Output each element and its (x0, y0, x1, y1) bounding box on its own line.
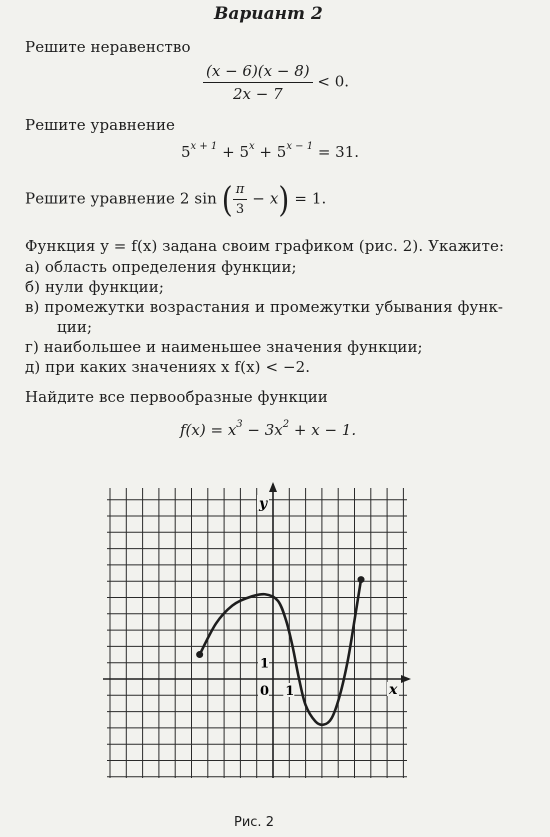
task1-inequality (203, 62, 349, 103)
task2-rhs: = 31. (317, 143, 360, 161)
task4-intro: Функция y = f(x) задана своим графиком (рис. 2). Укажите: (25, 237, 505, 255)
task4-item-g: г) наибольшее и наименьшее значения функции; (25, 338, 423, 356)
formula-rest: + x − 1. (289, 421, 357, 439)
formula-exp1: 3 (236, 419, 243, 430)
plus-sign: + (222, 143, 235, 161)
task4-item-b: б) нули функции; (25, 278, 165, 296)
task3-rhs: = 1. (294, 189, 327, 208)
task2-equation (181, 143, 359, 161)
pi-over-3 (233, 182, 248, 217)
left-endpoint (196, 651, 203, 658)
x-axis-label: x (389, 682, 398, 698)
term1-exp: x + 1 (190, 141, 218, 152)
task3-label: Решите уравнение 2 sin (25, 189, 217, 208)
left-paren: ( (221, 178, 233, 221)
term3-exp: x − 1 (286, 141, 314, 152)
grid-lines (107, 488, 407, 778)
x-axis-arrow (401, 675, 411, 683)
task4-item-v: в) промежутки возрастания и промежутки убывания функ- (25, 298, 504, 316)
y-axis-arrow (269, 482, 277, 492)
term3-base: 5 (276, 143, 287, 161)
task3-equation (25, 178, 327, 221)
task1-numerator: (x − 6)(x − 8) (203, 62, 313, 83)
minus-x: − x (252, 189, 279, 208)
function-graph (95, 480, 425, 780)
task4-item-d: д) при каких значениях x f(x) < −2. (25, 358, 311, 376)
term2-exp: x (248, 141, 255, 152)
formula-exp2: 2 (282, 419, 290, 430)
y-unit-label: 1 (260, 656, 270, 672)
x-unit-label: 1 (285, 684, 295, 699)
formula-lhs: f(x) = x (180, 421, 237, 439)
term2-base: 5 (239, 143, 249, 161)
task1-relation: < 0. (317, 72, 350, 91)
plus-sign: + (259, 143, 272, 161)
task5-label: Найдите все первообразные функции (25, 388, 328, 406)
variant-title: Вариант 2 (214, 4, 323, 24)
y-axis-label: y (259, 496, 268, 512)
task2-label: Решите уравнение (25, 116, 176, 134)
formula-mid: − 3x (242, 421, 283, 439)
origin-label: 0 (260, 684, 270, 699)
frac-numerator: π (233, 182, 248, 200)
task4-item-a: а) область определения функции; (25, 258, 297, 276)
right-endpoint (358, 576, 365, 583)
task1-label: Решите неравенство (25, 38, 191, 56)
term1-base: 5 (181, 143, 191, 161)
task4-item-v-cont: ции; (57, 318, 93, 336)
right-paren: ) (278, 178, 290, 221)
frac-denominator: 3 (235, 202, 245, 217)
task5-formula (180, 421, 356, 439)
task1-denominator: 2x − 7 (232, 85, 283, 103)
task1-fraction (203, 62, 313, 103)
figure-caption: Рис. 2 (234, 815, 274, 830)
